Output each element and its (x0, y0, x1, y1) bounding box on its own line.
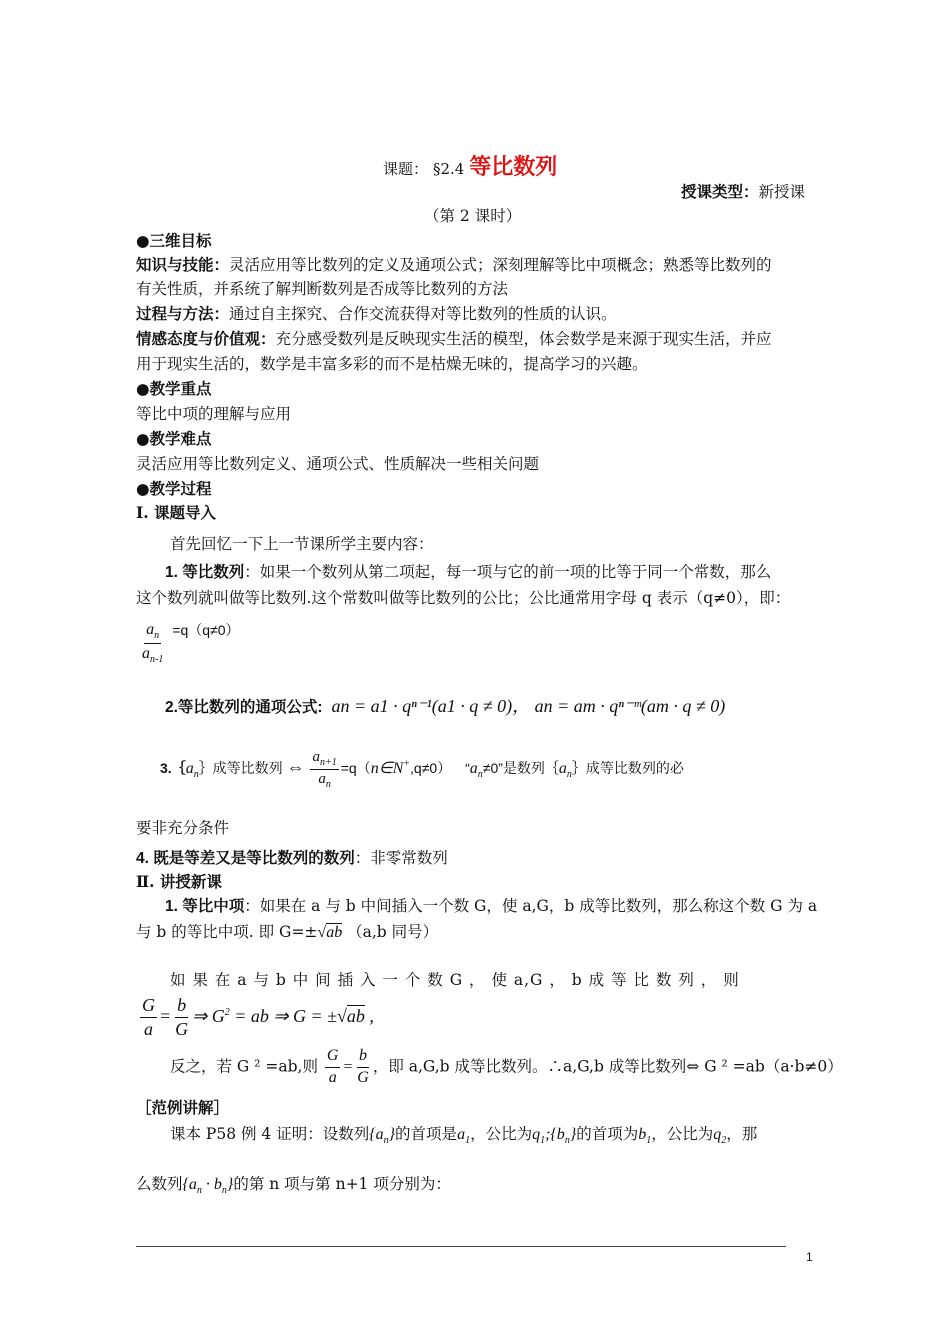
knowledge-line-1 (136, 253, 772, 275)
ex2-b: 的第 n 项与第 n+1 项分别为： (233, 1175, 451, 1193)
item3-tail: ｝成等比数列的必 (571, 760, 684, 777)
lesson-type (681, 180, 805, 202)
difficulty-text: 灵活应用等比数列定义、通项公式、性质解决一些相关问题 (136, 455, 540, 473)
part1-heading: Ⅰ. 课题导入 (136, 503, 217, 522)
converse-b: ，即 a,G,b 成等比数列。∴a,G,b 成等比数列⇔ G ² =ab（a·b≠0） (372, 1057, 843, 1076)
goals-heading: ●三维目标 (136, 231, 212, 250)
item3-close: ｝成等比数列 (198, 760, 283, 777)
lesson-type-label: 授课类型： (681, 182, 759, 201)
item3-end: 要非充分条件 (136, 819, 230, 837)
item3-eq: =q（ (340, 760, 371, 777)
title-main: 等比数列 (469, 154, 558, 179)
item4-label: 4. 既是等差又是等比数列的数列 (136, 850, 355, 867)
emotion-line-2: 用于现实生活的，数学是丰富多彩的而不是枯燥无味的，提高学习的兴趣。 (136, 355, 648, 373)
fraction-numerator: $a_n$ (146, 621, 160, 642)
page-title (383, 150, 557, 181)
sqrt-ab: √ab (317, 924, 343, 941)
definition-formula (138, 620, 240, 666)
example-heading: ［范例讲解］ (136, 1098, 230, 1117)
ex-e: ，公比为 (651, 1125, 714, 1143)
mid-line-2 (136, 920, 438, 942)
item3-cond: ,q≠0） (410, 760, 452, 777)
example-line-1: 课本 P58 例 4 证明：设数列$\{a_n\}$的首项是$a_1$，公比为$q_1;\{b_n\}$的首项为$b_1$，公比为$q_2$，那 (170, 1125, 758, 1147)
process-heading: ●教学过程 (136, 479, 212, 498)
item4-text: ：非零常数列 (354, 849, 448, 867)
item1-line-2: 这个数列就叫做等比数列.这个常数叫做等比数列的公比；公比通常用字母 q 表示（q≠0），即： (136, 589, 791, 607)
knowledge-line-2: 有关性质，并系统了解判断数列是否成等比数列的方法 (136, 280, 509, 298)
part2-heading: Ⅱ. 讲授新课 (136, 872, 222, 891)
mid-text-1: ：如果在 a 与 b 中间插入一个数 G，使 a,G，b 成等比数列，那么称这个数 G 为 a (244, 897, 818, 915)
item2-line (165, 692, 725, 718)
item4-line (136, 846, 448, 868)
page-number: 1 (806, 1250, 813, 1264)
converse-a: 反之，若 G ² =ab,则 (170, 1057, 318, 1076)
item3-neq: ≠0”是数列｛ (482, 760, 559, 777)
mid-text-2b: （a,b 同号） (347, 923, 439, 941)
emotion-line-1 (136, 327, 772, 349)
process-label: 过程与方法： (136, 304, 230, 323)
footer-divider (136, 1246, 786, 1247)
lesson-type-value: 新授课 (758, 183, 806, 201)
ex-d: 的首项为 (576, 1125, 639, 1143)
mid-line-1 (165, 894, 817, 916)
converse-line: 反之，若 G ² =ab,则 $\frac{G}{a}$ = $\frac{b}{G}$ ，即 a,G,b 成等比数列。∴a,G,b 成等比数列⇔ G ² =ab（a·b≠0） (170, 1047, 843, 1086)
intro-text: 首先回忆一下上一节课所学主要内容： (170, 535, 434, 553)
focus-heading: ●教学重点 (136, 379, 212, 398)
session-label: （第 2 课时） (424, 207, 522, 225)
ex-c: ，公比为 (470, 1125, 533, 1143)
insert-line: 如 果 在 a 与 b 中 间 插 入 一 个 数 G ， 使 a,G ， b 成 等 比 数 列 ， 则 (170, 971, 740, 989)
item1-text-1: ：如果一个数列从第二项起，每一项与它的前一项的比等于同一个常数，那么 (244, 563, 772, 581)
item1-label: 1. 等比数列 (165, 564, 245, 581)
item1-line-1 (165, 560, 771, 582)
knowledge-text-1: 灵活应用等比数列的定义及通项公式；深刻理解等比中项概念；熟悉等比数列的 (229, 256, 772, 274)
ratio-fraction: $\frac{a_{n+1}}{a_n}$ (312, 749, 337, 790)
fraction-denominator: $a_{n-1}$ (142, 644, 164, 665)
mid-text-2a: 与 b 的等比中项. 即 G=± (136, 923, 318, 941)
equivalence-symbol: ⇔ (286, 757, 305, 778)
ex-a: 课本 P58 例 4 证明：设数列 (170, 1125, 370, 1143)
general-term-formula: an = a1 · qⁿ⁻¹(a1 · q ≠ 0)， an = am · qⁿ⁻ᵐ(am · q ≠ 0) (331, 696, 726, 716)
item3-an: $a_n$ (185, 760, 199, 781)
definition-tail: =q（q≠0） (172, 622, 240, 638)
emotion-label: 情感态度与价值观： (136, 329, 276, 348)
item3-line: $3.\{a_n\}$成等比数列 ⇔ $\frac{a_{n+1}}{a_n}$ =q（n∈N+,q≠0） “$a_n\ne 0$”是数列$\{a_n\}$成等比数列的必 (160, 749, 684, 790)
item3-quote: “ (465, 760, 470, 777)
definition-fraction (140, 620, 165, 665)
emotion-text-1: 充分感受数列是反映现实生活的模型，体会数学是来源于现实生活，并应 (275, 330, 772, 348)
ex2-a: 么数列 (136, 1175, 183, 1193)
process-text: 通过自主探究、合作交流获得对等比数列的性质的认识。 (229, 305, 617, 323)
mid-label: 1. 等比中项 (165, 898, 245, 915)
title-section: §2.4 (432, 160, 465, 178)
difficulty-heading: ●教学难点 (136, 429, 212, 448)
ex-f: ，那 (726, 1125, 758, 1143)
mean-derivation: $\frac{G}{a}$ = $\frac{b}{G}$ ⇒ $G^2$ = ab ⇒ G = ±√ab , (142, 995, 374, 1040)
item2-label: 2.等比数列的通项公式: (165, 699, 323, 716)
focus-text: 等比中项的理解与应用 (136, 405, 292, 423)
example-line-2: 么数列$\{a_n \cdot b_n\}$的第 n 项与第 n+1 项分别为： (136, 1175, 451, 1197)
item3-open: 3.｛ (160, 760, 186, 777)
ex-b: 的首项是 (395, 1125, 458, 1143)
title-prefix: 课题： (383, 160, 429, 178)
process-line (136, 302, 617, 324)
knowledge-label: 知识与技能： (136, 255, 230, 274)
